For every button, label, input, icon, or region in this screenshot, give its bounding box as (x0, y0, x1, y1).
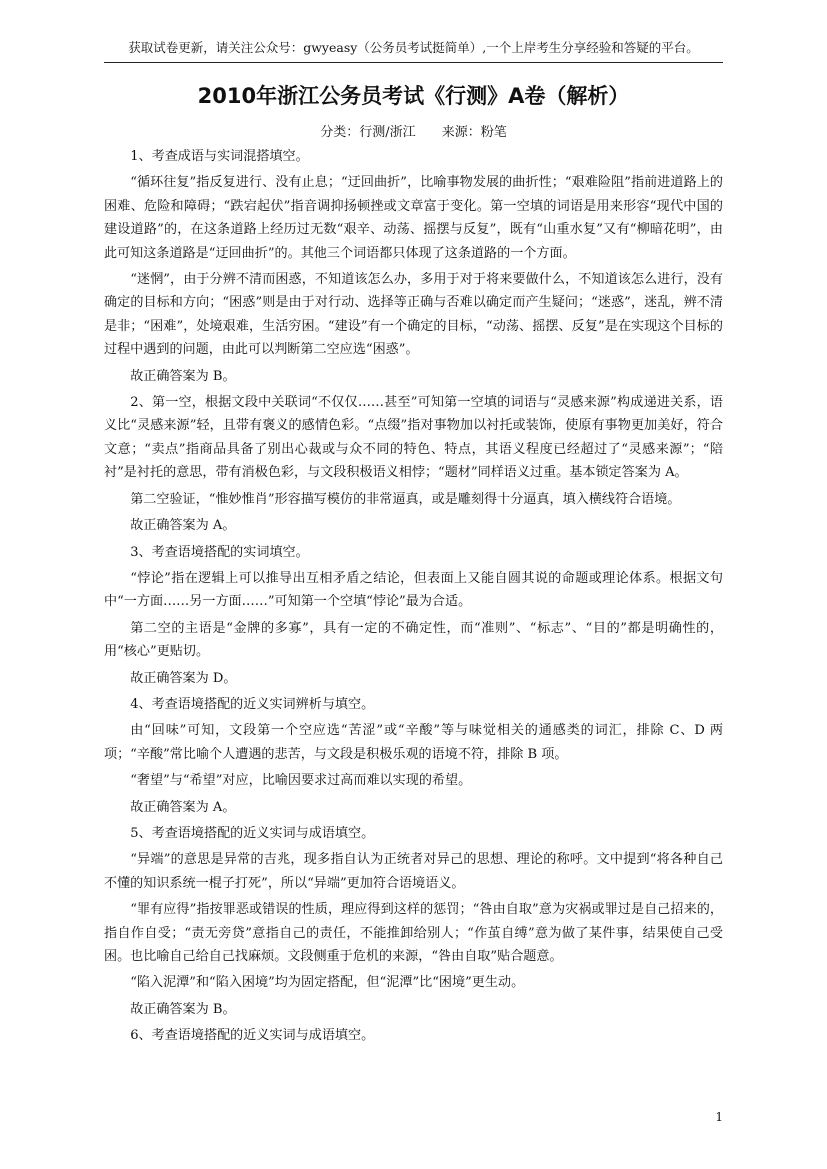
paragraph: “循环往复”指反复进行、没有止息；“迂回曲折”，比喻事物发展的曲折性；“艰难险阻”指前进道路上的困难、危险和障碍；“跌宕起伏”指音调抑扬顿挫或文章富于变化。第一空填的词语是用来形容“现代中国的建设道路”的，在这条道路上经历过无数“艰辛、动荡、摇摆与反复”，既有“山重水复”又有“柳暗花明”，由此可知这条道路是“迂回曲折”的。其他三个词语都只体现了这条道路的一个方面。 (104, 175, 723, 261)
answer-line: 故正确答案为 A。 (130, 518, 236, 534)
page-number: 1 (715, 1110, 723, 1124)
answer-line: 故正确答案为 B。 (130, 368, 236, 384)
source-label: 来源：粉笔 (441, 125, 507, 140)
paragraph: 4、考查语境搭配的近义实词辨析与填空。 (130, 696, 375, 712)
paragraph: 由“回味”可知，文段第一个空应选“苦涩”或“辛酸”等与味觉相关的通感类的词汇，排除 C、D 两项；“辛酸”常比喻个人遭遇的悲苦，与文段是积极乐观的语境不符，排除 B 项。 (104, 723, 723, 762)
category-label: 分类：行测/浙江 (320, 125, 416, 140)
paragraph: 第二空验证，“惟妙惟肖”形容描写模仿的非常逼真，或是雕刻得十分逼真，填入横线符合语境。 (130, 491, 681, 507)
answer-line: 故正确答案为 D。 (130, 670, 237, 686)
answer-line: 故正确答案为 A。 (130, 799, 236, 815)
document-title: 2010年浙江公务员考试《行测》A卷（解析） (197, 84, 630, 108)
paragraph: 2、第一空，根据文段中关联词“不仅仅……甚至”可知第一空填的词语与“灵感来源”构成递进关系，语义比“灵感来源”轻，且带有褒义的感情色彩。“点缀”指对事物加以衬托或装饰，使原有事物更加美好，符合文意；“卖点”指商品具备了别出心裁或与众不同的特色、特点，其语义程度已经超过了“灵感来源”；“陪衬”是衬托的意思，带有消极色彩，与文段积极语义相悖；“题材”同样语义过重。基本锁定答案为 A。 (104, 395, 723, 481)
paragraph: 3、考查语境搭配的实词填空。 (130, 544, 309, 560)
paragraph: “悖论”指在逻辑上可以推导出互相矛盾之结论，但表面上又能自圆其说的命题或理论体系。根据文句中“一方面……另一方面……”可知第一个空填“悖论”最为合适。 (104, 570, 723, 610)
paragraph: 1、考查成语与实词混搭填空。 (130, 149, 309, 164)
paragraph: “奢望”与“希望”对应，比喻因要求过高而难以实现的希望。 (130, 773, 472, 789)
document-body (104, 145, 723, 1051)
header-notice: 获取试卷更新，请关注公众号：gwyeasy（公务员考试挺简单）,一个上岸考生分享经验和答疑的平台。 (128, 40, 699, 55)
paragraph: 5、考查语境搭配的近义实词与成语填空。 (130, 825, 375, 841)
paragraph: “异端”的意思是异常的吉兆，现多指自认为正统者对异己的思想、理论的称呼。文中提到“将各种自己不懂的知识系统一棍子打死”，所以“异端”更加符合语境语义。 (104, 852, 723, 891)
paragraph: 第二空的主语是“金牌的多寡”，具有一定的不确定性，而“准则”、“标志”、“目的”都是明确性的，用“核心”更贴切。 (104, 620, 723, 660)
paragraph: “陷入泥潭”和“陷入困境”均为固定搭配，但“泥潭”比“困境”更生动。 (130, 975, 525, 991)
answer-line: 故正确答案为 B。 (130, 1001, 236, 1017)
document-meta (104, 121, 723, 140)
paragraph: “罪有应得”指按罪恶或错误的性质，理应得到这样的惩罚；“咎由自取”意为灾祸或罪过是自己招来的，指自作自受；“责无旁贷”意指自己的责任，不能推卸给别人；“作茧自缚”意为做了某件事，结果使自己受困。也比喻自己给自己找麻烦。文段侧重于危机的来源，“咎由自取”贴合题意。 (104, 902, 723, 964)
header-divider (104, 62, 723, 63)
paragraph: “迷惘”，由于分辨不清而困惑，不知道该怎么办，多用于对于将来要做什么，不知道该怎么进行，没有确定的目标和方向；“困惑”则是由于对行动、选择等正确与否难以确定而产生疑问；“迷惑”，迷乱，辨不清是非；“困难”，处境艰难，生活穷困。“建设”有一个确定的目标，“动荡、摇摆、反复”是在实现这个目标的过程中遇到的问题，由此可以判断第二空应选“困惑”。 (104, 272, 723, 358)
paragraph: 6、考查语境搭配的近义实词与成语填空。 (130, 1028, 375, 1044)
